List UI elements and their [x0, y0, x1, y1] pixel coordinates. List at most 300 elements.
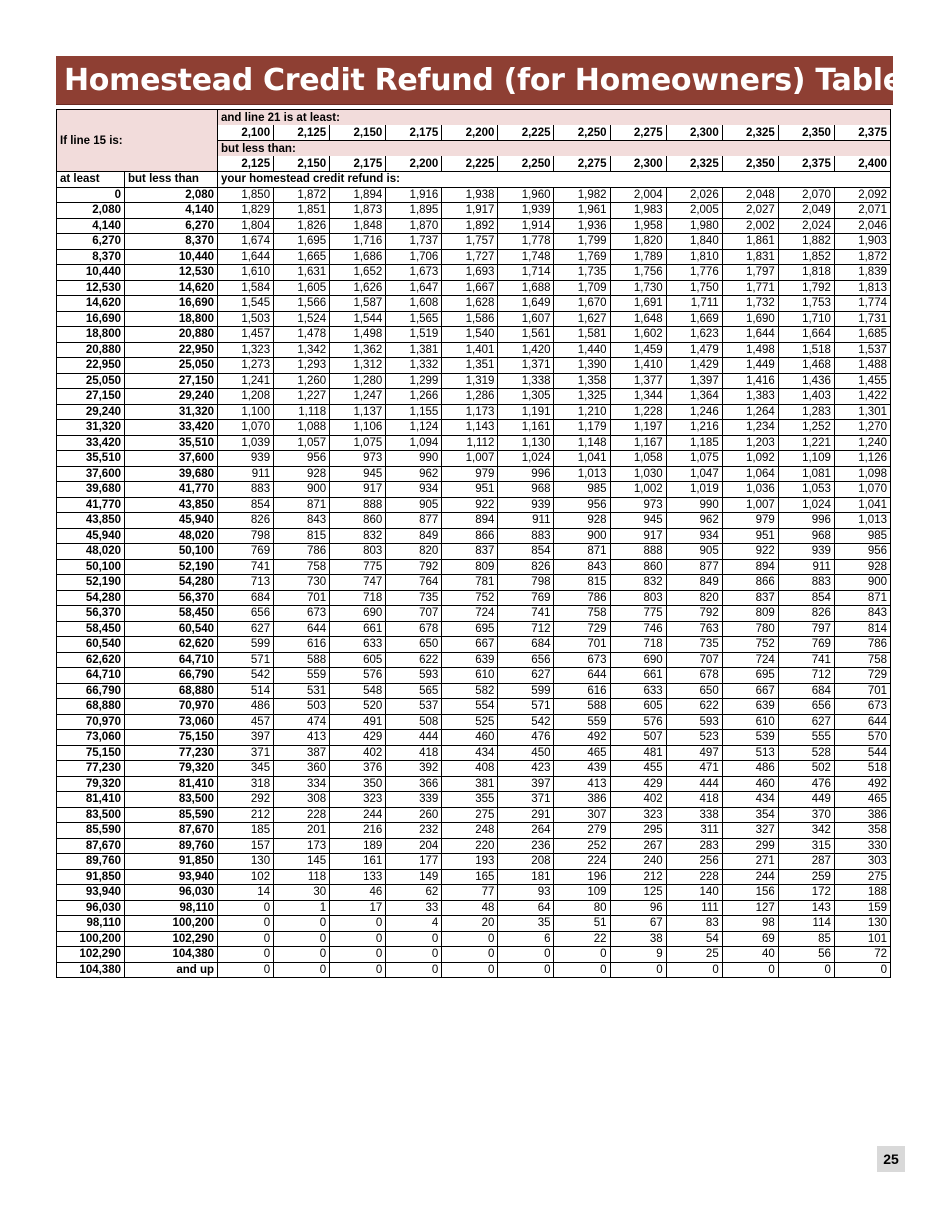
refund-cell: 1,852 [778, 249, 834, 265]
refund-cell: 1,124 [386, 420, 442, 436]
refund-cell: 1,826 [274, 218, 330, 234]
refund-cell: 98 [722, 916, 778, 932]
refund-cell: 1,064 [722, 466, 778, 482]
refund-cell: 883 [778, 575, 834, 591]
table-row [57, 730, 891, 746]
refund-cell: 956 [834, 544, 890, 560]
range-less-than: 43,850 [125, 497, 218, 513]
range-at-least: 22,950 [57, 358, 125, 374]
refund-cell: 582 [442, 683, 498, 699]
refund-cell: 481 [610, 745, 666, 761]
refund-cell: 860 [610, 559, 666, 575]
refund-cell: 244 [330, 807, 386, 823]
refund-cell: 1,895 [386, 203, 442, 219]
table-row [57, 714, 891, 730]
refund-cell: 514 [218, 683, 274, 699]
refund-cell: 866 [722, 575, 778, 591]
table-row [57, 900, 891, 916]
refund-cell: 1,479 [666, 342, 722, 358]
refund-cell: 287 [778, 854, 834, 870]
range-less-than: 54,280 [125, 575, 218, 591]
refund-cell: 729 [834, 668, 890, 684]
refund-cell: 418 [386, 745, 442, 761]
refund-cell: 1,872 [274, 187, 330, 203]
table-row [57, 404, 891, 420]
refund-cell: 712 [778, 668, 834, 684]
refund-cell: 1,024 [778, 497, 834, 513]
refund-cell: 125 [610, 885, 666, 901]
refund-cell: 0 [554, 962, 610, 978]
header-row-line21-label [57, 110, 891, 126]
range-at-least: 43,850 [57, 513, 125, 529]
refund-cell: 571 [498, 699, 554, 715]
refund-cell: 145 [274, 854, 330, 870]
refund-cell: 922 [722, 544, 778, 560]
refund-cell: 985 [834, 528, 890, 544]
refund-cell: 593 [666, 714, 722, 730]
refund-cell: 701 [834, 683, 890, 699]
refund-cell: 196 [554, 869, 610, 885]
refund-cell: 1,711 [666, 296, 722, 312]
refund-cell: 718 [610, 637, 666, 653]
range-less-than: 4,140 [125, 203, 218, 219]
range-less-than: 58,450 [125, 606, 218, 622]
refund-cell: 605 [330, 652, 386, 668]
col-min-header-0: 2,100 [218, 125, 274, 141]
refund-cell: 295 [610, 823, 666, 839]
refund-cell: 1,789 [610, 249, 666, 265]
range-at-least: 37,600 [57, 466, 125, 482]
refund-cell: 308 [274, 792, 330, 808]
range-at-least: 83,500 [57, 807, 125, 823]
refund-cell: 781 [442, 575, 498, 591]
refund-cell: 1,716 [330, 234, 386, 250]
refund-cell: 1,914 [498, 218, 554, 234]
refund-cell: 497 [666, 745, 722, 761]
range-at-least: 27,150 [57, 389, 125, 405]
refund-cell: 20 [442, 916, 498, 932]
refund-cell: 650 [666, 683, 722, 699]
refund-cell: 486 [218, 699, 274, 715]
refund-cell: 1,938 [442, 187, 498, 203]
refund-cell: 0 [442, 962, 498, 978]
page-number: 25 [877, 1146, 905, 1172]
range-less-than: 33,420 [125, 420, 218, 436]
refund-cell: 1,669 [666, 311, 722, 327]
refund-cell: 260 [386, 807, 442, 823]
col-min-header-10: 2,350 [778, 125, 834, 141]
refund-cell: 1,690 [722, 311, 778, 327]
refund-cell: 0 [442, 931, 498, 947]
refund-cell: 189 [330, 838, 386, 854]
range-less-than: 25,050 [125, 358, 218, 374]
refund-cell: 342 [778, 823, 834, 839]
refund-cell: 690 [610, 652, 666, 668]
refund-cell: 33 [386, 900, 442, 916]
table-row [57, 373, 891, 389]
refund-cell: 1,234 [722, 420, 778, 436]
range-at-least: 45,940 [57, 528, 125, 544]
range-less-than: 37,600 [125, 451, 218, 467]
refund-cell: 275 [442, 807, 498, 823]
refund-cell: 1,126 [834, 451, 890, 467]
range-less-than: 12,530 [125, 265, 218, 281]
range-at-least: 68,880 [57, 699, 125, 715]
range-at-least: 8,370 [57, 249, 125, 265]
table-row [57, 792, 891, 808]
col-max-header-6: 2,275 [554, 156, 610, 172]
range-less-than: 81,410 [125, 776, 218, 792]
refund-cell: 741 [778, 652, 834, 668]
refund-cell: 990 [666, 497, 722, 513]
refund-cell: 627 [218, 621, 274, 637]
refund-cell: 366 [386, 776, 442, 792]
refund-cell: 460 [442, 730, 498, 746]
refund-cell: 729 [554, 621, 610, 637]
refund-cell: 1,203 [722, 435, 778, 451]
refund-cell: 1,685 [834, 327, 890, 343]
refund-cell: 871 [274, 497, 330, 513]
refund-cell: 962 [666, 513, 722, 529]
refund-cell: 1,286 [442, 389, 498, 405]
refund-cell: 1,686 [330, 249, 386, 265]
refund-cell: 1,208 [218, 389, 274, 405]
refund-cell: 1,848 [330, 218, 386, 234]
refund-cell: 599 [218, 637, 274, 653]
refund-cell: 2,024 [778, 218, 834, 234]
range-at-least: 50,100 [57, 559, 125, 575]
refund-cell: 956 [274, 451, 330, 467]
refund-cell: 350 [330, 776, 386, 792]
table-row [57, 962, 891, 978]
col-min-header-5: 2,225 [498, 125, 554, 141]
refund-cell: 1,041 [834, 497, 890, 513]
refund-cell: 1,961 [554, 203, 610, 219]
refund-cell: 1,545 [218, 296, 274, 312]
refund-cell: 752 [722, 637, 778, 653]
range-at-least: 31,320 [57, 420, 125, 436]
refund-cell: 894 [722, 559, 778, 575]
range-at-least: 54,280 [57, 590, 125, 606]
range-at-least: 4,140 [57, 218, 125, 234]
refund-cell: 127 [722, 900, 778, 916]
range-at-least: 41,770 [57, 497, 125, 513]
range-less-than: 56,370 [125, 590, 218, 606]
refund-cell: 1,730 [610, 280, 666, 296]
refund-cell: 758 [554, 606, 610, 622]
table-row [57, 838, 891, 854]
refund-cell: 544 [834, 745, 890, 761]
refund-cell: 656 [778, 699, 834, 715]
refund-cell: 14 [218, 885, 274, 901]
refund-cell: 1,731 [834, 311, 890, 327]
range-less-than: 20,880 [125, 327, 218, 343]
col-max-header-8: 2,325 [666, 156, 722, 172]
refund-cell: 684 [498, 637, 554, 653]
refund-cell: 1,216 [666, 420, 722, 436]
refund-cell: 1,358 [554, 373, 610, 389]
refund-cell: 1,429 [666, 358, 722, 374]
refund-cell: 476 [778, 776, 834, 792]
refund-cell: 1,916 [386, 187, 442, 203]
range-at-least: 75,150 [57, 745, 125, 761]
refund-cell: 0 [218, 916, 274, 932]
refund-cell: 554 [442, 699, 498, 715]
refund-cell: 1,319 [442, 373, 498, 389]
refund-cell: 0 [610, 962, 666, 978]
col-min-header-9: 2,325 [722, 125, 778, 141]
refund-cell: 1,299 [386, 373, 442, 389]
range-at-least: 85,590 [57, 823, 125, 839]
range-at-least: 60,540 [57, 637, 125, 653]
range-less-than: 77,230 [125, 745, 218, 761]
refund-cell: 741 [498, 606, 554, 622]
refund-cell: 77 [442, 885, 498, 901]
refund-cell: 503 [274, 699, 330, 715]
refund-cell: 1,623 [666, 327, 722, 343]
refund-cell: 1,416 [722, 373, 778, 389]
refund-cell: 188 [834, 885, 890, 901]
refund-cell: 945 [330, 466, 386, 482]
refund-cell: 157 [218, 838, 274, 854]
refund-cell: 1,756 [610, 265, 666, 281]
refund-cell: 934 [666, 528, 722, 544]
table-row [57, 807, 891, 823]
table-row [57, 776, 891, 792]
refund-cell: 1,455 [834, 373, 890, 389]
range-less-than: 104,380 [125, 947, 218, 963]
refund-cell: 1,266 [386, 389, 442, 405]
refund-cell: 644 [554, 668, 610, 684]
refund-cell: 46 [330, 885, 386, 901]
table-row [57, 451, 891, 467]
refund-cell: 1,757 [442, 234, 498, 250]
refund-cell: 0 [330, 947, 386, 963]
refund-is-header: your homestead credit refund is: [218, 172, 891, 188]
refund-cell: 1,094 [386, 435, 442, 451]
col-max-header-10: 2,375 [778, 156, 834, 172]
refund-cell: 633 [610, 683, 666, 699]
refund-cell: 397 [218, 730, 274, 746]
refund-cell: 809 [722, 606, 778, 622]
refund-cell: 413 [554, 776, 610, 792]
range-less-than: 73,060 [125, 714, 218, 730]
refund-cell: 1,518 [778, 342, 834, 358]
refund-cell: 193 [442, 854, 498, 870]
refund-cell: 0 [274, 931, 330, 947]
range-less-than: 70,970 [125, 699, 218, 715]
refund-cell: 673 [834, 699, 890, 715]
refund-cell: 639 [442, 652, 498, 668]
refund-cell: 712 [498, 621, 554, 637]
refund-cell: 1,273 [218, 358, 274, 374]
col-min-header-1: 2,125 [274, 125, 330, 141]
refund-cell: 1,586 [442, 311, 498, 327]
refund-cell: 1,750 [666, 280, 722, 296]
refund-cell: 1,371 [498, 358, 554, 374]
refund-cell: 871 [554, 544, 610, 560]
range-less-than: 98,110 [125, 900, 218, 916]
refund-cell: 1,561 [498, 327, 554, 343]
refund-cell: 747 [330, 575, 386, 591]
refund-cell: 1,197 [610, 420, 666, 436]
refund-cell: 338 [666, 807, 722, 823]
refund-cell: 820 [666, 590, 722, 606]
range-at-least: 100,200 [57, 931, 125, 947]
refund-cell: 1,030 [610, 466, 666, 482]
refund-cell: 559 [554, 714, 610, 730]
page-title: Homestead Credit Refund (for Homeowners) Table [64, 63, 903, 98]
refund-cell: 1,939 [498, 203, 554, 219]
refund-cell: 1,058 [610, 451, 666, 467]
refund-cell: 1,247 [330, 389, 386, 405]
refund-cell: 457 [218, 714, 274, 730]
refund-cell: 650 [386, 637, 442, 653]
refund-cell: 576 [330, 668, 386, 684]
table-row [57, 885, 891, 901]
refund-cell: 610 [722, 714, 778, 730]
refund-cell: 1 [274, 900, 330, 916]
refund-cell: 695 [722, 668, 778, 684]
table-row [57, 621, 891, 637]
refund-cell: 64 [498, 900, 554, 916]
refund-cell: 883 [218, 482, 274, 498]
refund-cell: 1,013 [554, 466, 610, 482]
refund-cell: 1,155 [386, 404, 442, 420]
refund-cell: 962 [386, 466, 442, 482]
refund-cell: 508 [386, 714, 442, 730]
refund-cell: 240 [610, 854, 666, 870]
refund-cell: 1,397 [666, 373, 722, 389]
refund-cell: 323 [330, 792, 386, 808]
refund-cell: 2,070 [778, 187, 834, 203]
refund-cell: 381 [442, 776, 498, 792]
refund-cell: 315 [778, 838, 834, 854]
refund-cell: 1,057 [274, 435, 330, 451]
refund-cell: 1,002 [610, 482, 666, 498]
table-row [57, 854, 891, 870]
refund-cell: 371 [218, 745, 274, 761]
title-bar [56, 56, 903, 105]
refund-cell: 1,799 [554, 234, 610, 250]
refund-cell: 291 [498, 807, 554, 823]
refund-cell: 1,839 [834, 265, 890, 281]
refund-cell: 408 [442, 761, 498, 777]
range-at-least: 35,510 [57, 451, 125, 467]
refund-cell: 311 [666, 823, 722, 839]
refund-cell: 201 [274, 823, 330, 839]
refund-cell: 1,070 [834, 482, 890, 498]
refund-cell: 1,524 [274, 311, 330, 327]
range-less-than: 18,800 [125, 311, 218, 327]
refund-cell: 973 [610, 497, 666, 513]
range-less-than: 60,540 [125, 621, 218, 637]
refund-cell: 1,362 [330, 342, 386, 358]
refund-cell: 476 [498, 730, 554, 746]
refund-cell: 345 [218, 761, 274, 777]
range-less-than: 87,670 [125, 823, 218, 839]
refund-cell: 939 [218, 451, 274, 467]
refund-cell: 85 [778, 931, 834, 947]
refund-cell: 1,468 [778, 358, 834, 374]
refund-cell: 1,960 [498, 187, 554, 203]
col-max-header-7: 2,300 [610, 156, 666, 172]
refund-cell: 883 [498, 528, 554, 544]
table-row [57, 389, 891, 405]
refund-cell: 542 [218, 668, 274, 684]
refund-cell: 939 [778, 544, 834, 560]
table-body [57, 187, 891, 978]
col-min-header-7: 2,275 [610, 125, 666, 141]
range-at-least: 0 [57, 187, 125, 203]
refund-cell: 455 [610, 761, 666, 777]
refund-cell: 1,566 [274, 296, 330, 312]
refund-cell: 492 [554, 730, 610, 746]
range-at-least: 102,290 [57, 947, 125, 963]
refund-cell: 616 [274, 637, 330, 653]
table-row [57, 559, 891, 575]
table-row [57, 637, 891, 653]
range-less-than: 89,760 [125, 838, 218, 854]
refund-cell: 177 [386, 854, 442, 870]
refund-cell: 1,804 [218, 218, 274, 234]
table-row [57, 590, 891, 606]
refund-cell: 0 [386, 947, 442, 963]
refund-cell: 1,688 [498, 280, 554, 296]
refund-cell: 267 [610, 838, 666, 854]
refund-cell: 1,748 [498, 249, 554, 265]
table-row [57, 187, 891, 203]
refund-cell: 792 [666, 606, 722, 622]
refund-table [56, 109, 891, 978]
col-min-header-11: 2,375 [834, 125, 890, 141]
refund-cell: 814 [834, 621, 890, 637]
refund-cell: 588 [274, 652, 330, 668]
refund-cell: 871 [834, 590, 890, 606]
refund-cell: 985 [554, 482, 610, 498]
refund-cell: 1,210 [554, 404, 610, 420]
refund-cell: 1,649 [498, 296, 554, 312]
refund-cell: 701 [554, 637, 610, 653]
refund-cell: 1,112 [442, 435, 498, 451]
refund-cell: 1,628 [442, 296, 498, 312]
refund-cell: 633 [330, 637, 386, 653]
refund-cell: 837 [442, 544, 498, 560]
refund-cell: 928 [274, 466, 330, 482]
refund-cell: 402 [610, 792, 666, 808]
refund-cell: 588 [554, 699, 610, 715]
refund-cell: 644 [834, 714, 890, 730]
refund-cell: 48 [442, 900, 498, 916]
refund-cell: 0 [498, 947, 554, 963]
range-at-least: 104,380 [57, 962, 125, 978]
refund-cell: 236 [498, 838, 554, 854]
refund-cell: 718 [330, 590, 386, 606]
refund-cell: 968 [778, 528, 834, 544]
refund-cell: 93 [498, 885, 554, 901]
refund-cell: 763 [666, 621, 722, 637]
refund-cell: 40 [722, 947, 778, 963]
refund-cell: 418 [666, 792, 722, 808]
range-at-least: 96,030 [57, 900, 125, 916]
table-row [57, 280, 891, 296]
refund-cell: 22 [554, 931, 610, 947]
refund-cell: 491 [330, 714, 386, 730]
refund-cell: 877 [386, 513, 442, 529]
refund-cell: 1,338 [498, 373, 554, 389]
refund-cell: 724 [722, 652, 778, 668]
refund-cell: 684 [778, 683, 834, 699]
